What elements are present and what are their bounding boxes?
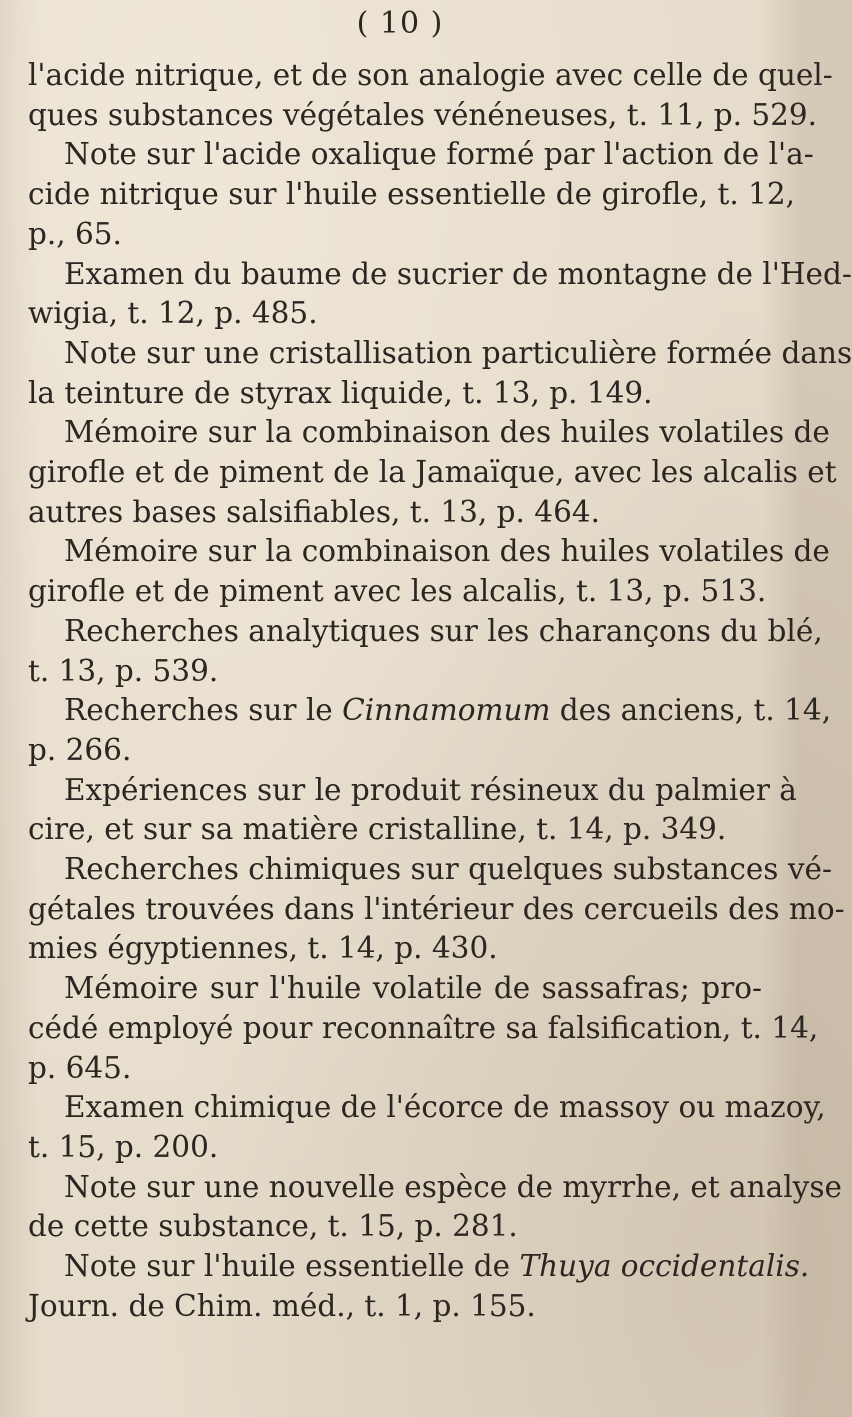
text-segment: Recherches sur le — [64, 693, 343, 728]
entry-start-line: Note sur une cristallisation particulière formée dans — [64, 335, 852, 370]
text-line: cide nitrique sur l'huile essentielle de girofle, t. 12, — [28, 177, 796, 212]
text-segment: Note sur l'huile essentielle de — [64, 1249, 520, 1284]
text-line: p., 65. — [28, 216, 122, 251]
entry-start-line: Recherches chimiques sur quelques substances vé- — [64, 852, 832, 887]
text-line: cire, et sur sa matière cristalline, t. 14, p. 349. — [28, 812, 727, 847]
text-line: t. 13, p. 539. — [28, 653, 219, 688]
italic-term: Thuya occidentalis. — [519, 1249, 810, 1284]
entry-start-line: Mémoire sur la combinaison des huiles volatiles de — [64, 415, 830, 450]
text-line: p. 266. — [28, 732, 132, 767]
entry-start-line: Note sur l'acide oxalique formé par l'action de l'a- — [64, 137, 814, 172]
entry-start-line: Expériences sur le produit résineux du palmier à — [64, 772, 797, 807]
text-line: t. 15, p. 200. — [28, 1129, 219, 1164]
text-line: ques substances végétales vénéneuses, t. 11, p. 529. — [28, 97, 818, 132]
entry-start-line: Mémoire sur la combinaison des huiles volatiles de — [64, 534, 830, 569]
text-line: wigia, t. 12, p. 485. — [28, 296, 318, 331]
entry-start-line: Mémoire sur l'huile volatile de sassafras; pro- — [64, 971, 762, 1006]
entry-start-line: Recherches analytiques sur les charançons du blé, — [64, 613, 823, 648]
page-text — [28, 56, 852, 1327]
text-line: mies égyptiennes, t. 14, p. 430. — [28, 931, 498, 966]
entry-start-line: Note sur une nouvelle espèce de myrrhe, et analyse — [64, 1169, 842, 1204]
text-segment: des anciens, t. 14, — [550, 693, 832, 728]
entry-start-line: Examen chimique de l'écorce de massoy ou mazoy, — [64, 1090, 826, 1125]
text-line: gétales trouvées dans l'intérieur des cercueils des mo- — [28, 891, 845, 926]
entry-start-line: Examen du baume de sucrier de montagne de l'Hed- — [64, 256, 852, 291]
page-number: ( 10 ) — [356, 6, 444, 41]
entry-start-line — [28, 691, 832, 731]
text-line: girofle et de piment de la Jamaïque, avec les alcalis et — [28, 455, 837, 490]
text-line: p. 645. — [28, 1050, 132, 1085]
text-line: cédé employé pour reconnaître sa falsification, t. 14, — [28, 1010, 819, 1045]
text-line: de cette substance, t. 15, p. 281. — [28, 1209, 518, 1244]
text-line: l'acide nitrique, et de son analogie avec celle de quel- — [28, 58, 833, 92]
entry-start-line — [28, 1247, 810, 1287]
text-line: la teinture de styrax liquide, t. 13, p. 149. — [28, 375, 653, 410]
text-line: autres bases salsifiables, t. 13, p. 464. — [28, 494, 600, 529]
text-line: Journ. de Chim. méd., t. 1, p. 155. — [28, 1288, 536, 1323]
italic-term: Cinnamomum — [342, 693, 551, 728]
text-line: girofle et de piment avec les alcalis, t. 13, p. 513. — [28, 574, 767, 609]
